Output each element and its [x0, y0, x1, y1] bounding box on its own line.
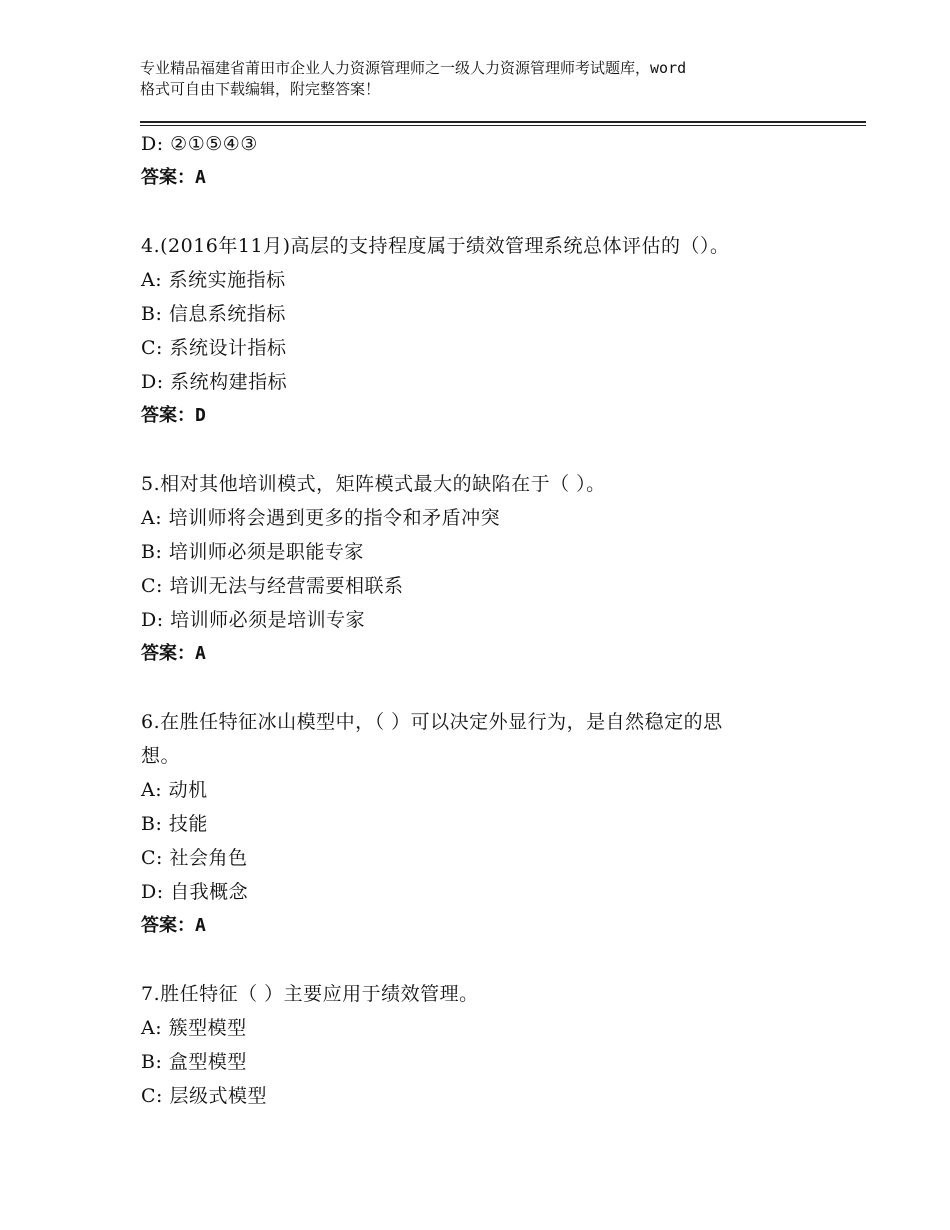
- option-a: A: 培训师将会遇到更多的指令和矛盾冲突: [141, 507, 501, 529]
- option-b: B: 培训师必须是职能专家: [141, 541, 364, 563]
- option-a: A: 系统实施指标: [141, 269, 286, 291]
- spacer: [141, 433, 821, 467]
- option-d: D: 自我概念: [141, 881, 249, 903]
- answer-label: 答案：A: [141, 643, 206, 664]
- question-list: [141, 127, 821, 1113]
- option-d: D: ②①⑤④③: [141, 133, 258, 155]
- spacer: [141, 671, 821, 705]
- question-7: [141, 977, 821, 1113]
- option-a: A: 簇型模型: [141, 1017, 247, 1039]
- question-6: [141, 705, 821, 943]
- question-stem: 5.相对其他培训模式，矩阵模式最大的缺陷在于（ ）。: [141, 473, 606, 495]
- option-c: C: 层级式模型: [141, 1085, 267, 1107]
- spacer: [141, 195, 821, 229]
- option-a: A: 动机: [141, 779, 208, 801]
- answer-label: 答案：D: [141, 405, 206, 426]
- header-title-line-1: 专业精品福建省莆田市企业人力资源管理师之一级人力资源管理师考试题库，word: [140, 59, 687, 77]
- question-4: [141, 229, 821, 433]
- header-title-line-2: 格式可自由下载编辑，附完整答案！: [140, 80, 381, 98]
- option-d: D: 培训师必须是培训专家: [141, 609, 366, 631]
- header-divider-thick: [140, 121, 866, 123]
- question-prev: [141, 127, 821, 195]
- spacer: [141, 943, 821, 977]
- question-stem-line-1: 6.在胜任特征冰山模型中，（ ）可以决定外显行为，是自然稳定的思: [141, 711, 723, 733]
- option-c: C: 培训无法与经营需要相联系: [141, 575, 404, 597]
- answer-label: 答案：A: [141, 915, 206, 936]
- question-stem: 4.(2016年11月)高层的支持程度属于绩效管理系统总体评估的（）。: [141, 235, 730, 257]
- header-divider-thin: [140, 125, 866, 126]
- answer-label: 答案：A: [141, 167, 206, 188]
- option-b: B: 信息系统指标: [141, 303, 286, 325]
- question-stem-line-2: 想。: [141, 745, 181, 767]
- option-c: C: 系统设计指标: [141, 337, 287, 359]
- option-b: B: 技能: [141, 813, 208, 835]
- option-d: D: 系统构建指标: [141, 371, 288, 393]
- question-5: [141, 467, 821, 671]
- document-header: [140, 58, 840, 100]
- option-c: C: 社会角色: [141, 847, 248, 869]
- option-b: B: 盒型模型: [141, 1051, 247, 1073]
- question-stem: 7.胜任特征（ ）主要应用于绩效管理。: [141, 983, 479, 1005]
